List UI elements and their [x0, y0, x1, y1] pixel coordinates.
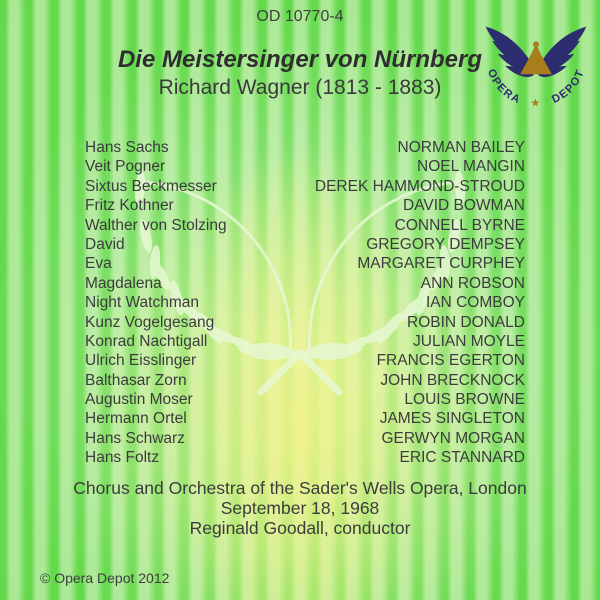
- cast-row: [85, 196, 525, 215]
- logo-text-opera: OPERA: [484, 67, 523, 107]
- cast-row: [85, 429, 525, 448]
- cast-row: [85, 274, 525, 293]
- cast-role: Ulrich Eisslinger: [85, 352, 197, 370]
- cast-row: [85, 254, 525, 273]
- cast-role: Balthasar Zorn: [85, 371, 187, 389]
- cast-row: [85, 409, 525, 428]
- cast-role: David: [85, 235, 125, 253]
- cast-performer: FRANCIS EGERTON: [376, 352, 525, 370]
- cast-role: Eva: [85, 255, 112, 273]
- cast-performer: DEREK HAMMOND-STROUD: [314, 177, 525, 195]
- cast-role: Hans Schwarz: [85, 429, 185, 447]
- cast-row: [85, 390, 525, 409]
- cast-performer: ROBIN DONALD: [407, 313, 525, 331]
- cast-row: [85, 293, 525, 312]
- copyright-notice: © Opera Depot 2012: [40, 570, 170, 586]
- cast-row: [85, 177, 525, 196]
- cast-list: [85, 138, 525, 468]
- cast-performer: JULIAN MOYLE: [413, 332, 525, 350]
- cast-role: Magdalena: [85, 274, 162, 292]
- cast-role: Walther von Stolzing: [85, 216, 227, 234]
- cast-role: Fritz Kothner: [85, 197, 174, 215]
- cast-performer: NORMAN BAILEY: [397, 139, 525, 156]
- album-title: Die Meistersinger von Nürnberg: [117, 46, 483, 73]
- cast-performer: JAMES SINGLETON: [379, 410, 525, 428]
- logo-star-icon: ★: [530, 97, 542, 110]
- date-line: September 18, 1968: [220, 498, 380, 518]
- cast-role: Night Watchman: [85, 294, 199, 312]
- cast-performer: JOHN BRECKNOCK: [380, 371, 525, 389]
- cast-role: Hans Sachs: [85, 139, 169, 156]
- cast-row: [85, 216, 525, 235]
- cast-row: [85, 332, 525, 351]
- cast-performer: NOEL MANGIN: [417, 158, 525, 176]
- cast-row: [85, 448, 525, 467]
- cast-role: Veit Pogner: [85, 158, 166, 176]
- cast-row: [85, 371, 525, 390]
- logo-text-depot: DEPOT: [550, 67, 588, 106]
- cast-performer: LOUIS BROWNE: [404, 391, 525, 409]
- cast-role: Hans Foltz: [85, 449, 160, 467]
- cast-role: Hermann Ortel: [85, 410, 187, 428]
- conductor-line: Reginald Goodall, conductor: [189, 518, 411, 538]
- opera-depot-logo: [480, 14, 592, 114]
- performance-details: [0, 478, 600, 538]
- cast-row: [85, 138, 525, 157]
- cast-role: Kunz Vogelgesang: [85, 313, 215, 331]
- cast-performer: GERWYN MORGAN: [381, 429, 525, 447]
- cast-role: Sixtus Beckmesser: [85, 177, 217, 195]
- cast-performer: IAN COMBOY: [425, 294, 525, 312]
- cast-performer: ANN ROBSON: [420, 274, 525, 292]
- cast-performer: ERIC STANNARD: [399, 449, 525, 467]
- cast-row: [85, 235, 525, 254]
- cast-performer: CONNELL BYRNE: [394, 216, 525, 234]
- catalog-number: OD 10770-4: [256, 8, 344, 25]
- cast-row: [85, 157, 525, 176]
- cast-performer: MARGARET CURPHEY: [357, 255, 525, 273]
- cast-row: [85, 313, 525, 332]
- cast-role: Konrad Nachtigall: [85, 332, 208, 350]
- cast-performer: GREGORY DEMPSEY: [366, 235, 525, 253]
- cast-role: Augustin Moser: [85, 391, 193, 409]
- cast-performer: DAVID BOWMAN: [403, 197, 525, 215]
- composer-line: Richard Wagner (1813 - 1883): [158, 76, 442, 99]
- ensemble-line: Chorus and Orchestra of the Sader's Wells Opera, London: [73, 478, 527, 498]
- cast-row: [85, 351, 525, 370]
